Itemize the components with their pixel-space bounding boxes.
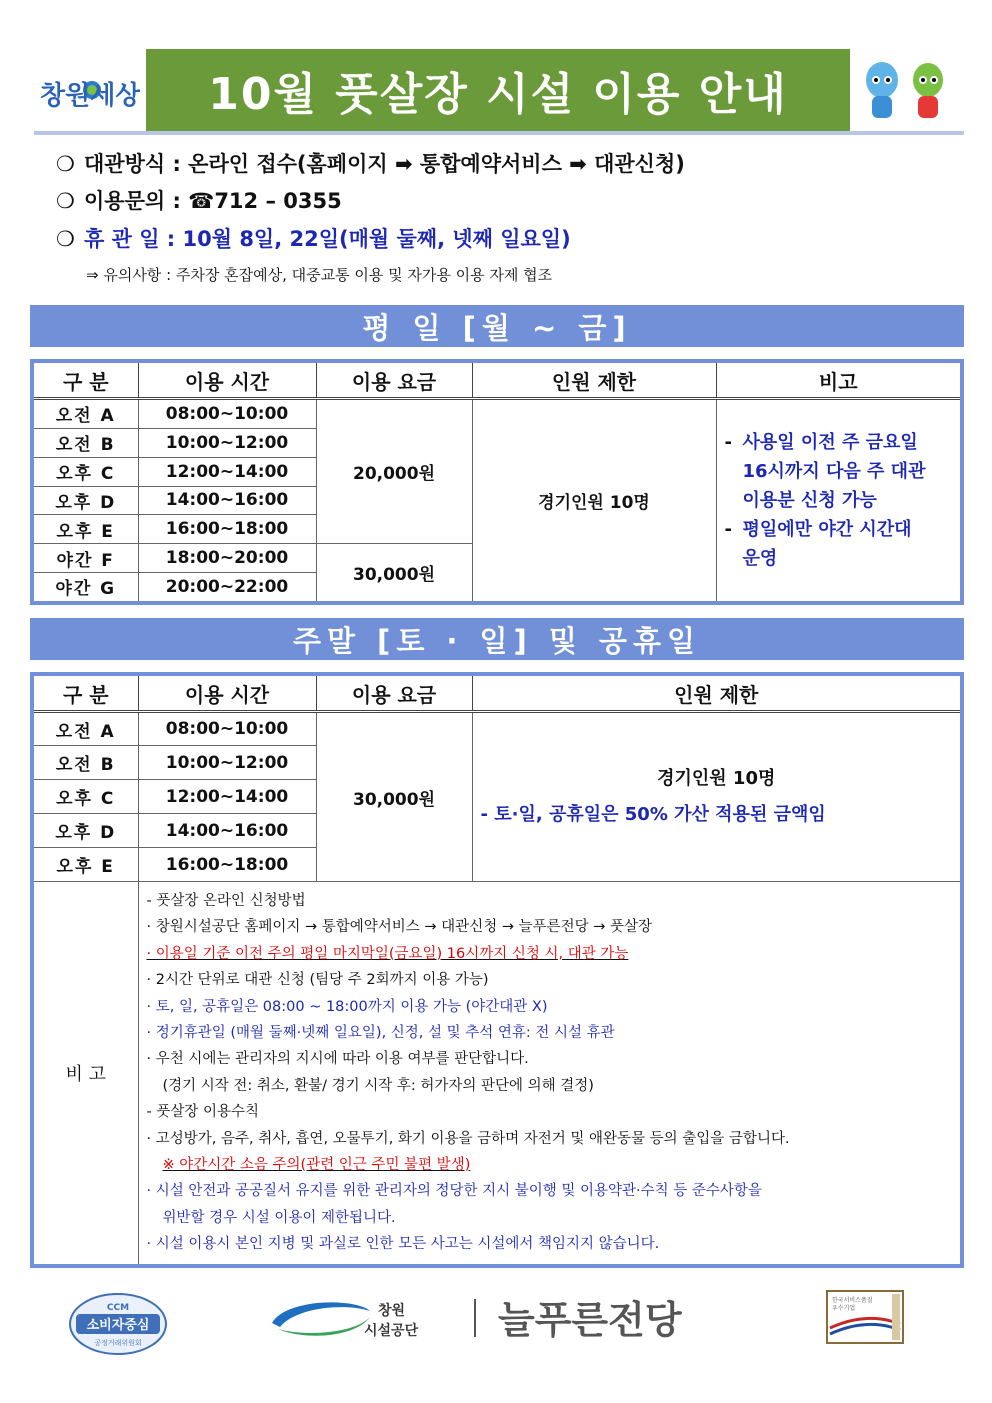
info-text: 휴 관 일 : 10월 8일, 22일(매월 둘째, 넷째 일요일)	[84, 227, 571, 251]
org-bottom: 시설공단	[364, 1323, 419, 1339]
org-top: 창원	[378, 1303, 406, 1319]
remark-line: - 풋살장 온라인 신청방법	[146, 893, 306, 909]
capacity-note: - 토·일, 공휴일은 50% 가산 적용된 금액임	[480, 804, 826, 825]
slot-code: 야간 F	[32, 544, 138, 573]
slot-time: 16:00~18:00	[138, 848, 316, 882]
capacity: 경기인원 10명	[657, 768, 776, 789]
remark-line: · 토, 일, 공휴일은 08:00 ~ 18:00까지 이용 가능 (야간대관 X)	[146, 998, 548, 1015]
col-header: 이용 요금	[316, 361, 472, 399]
slot-time: 16:00~18:00	[138, 515, 316, 544]
slot-time: 10:00~12:00	[138, 746, 316, 780]
slot-code: 오전 A	[32, 399, 138, 429]
slot-time: 10:00~12:00	[138, 428, 316, 457]
weekend-banner: 주말 [토 · 일] 및 공휴일	[30, 618, 964, 660]
table-row	[32, 399, 962, 429]
col-header: 비고	[716, 361, 962, 399]
slot-time: 14:00~16:00	[138, 486, 316, 515]
slot-time: 14:00~16:00	[138, 814, 316, 848]
remark-line: · 우천 시에는 관리자의 지시에 따라 이용 여부를 판단합니다.	[146, 1051, 529, 1068]
venue-name: 늘푸른전당	[498, 1298, 682, 1342]
remark-line: · 2시간 단위로 대관 신청 (팀당 주 2회까지 이용 가능)	[146, 972, 489, 989]
ccm-label: 소비자중심	[86, 1318, 150, 1333]
service-quality-cert-icon	[826, 1290, 904, 1344]
slot-code: 야간 G	[32, 572, 138, 603]
cert-line1: 한국서비스품질	[832, 1297, 873, 1304]
fee-night: 30,000원	[316, 544, 472, 603]
remark-line: · 이용일 기준 이전 주의 평일 마지막일(금요일) 16시까지 신청 시, 대관 가능	[146, 945, 629, 962]
slot-time: 20:00~22:00	[138, 572, 316, 603]
bullet-icon: ❍	[56, 227, 75, 251]
mascot-icon	[856, 58, 956, 126]
remark-line: · 시설 이용시 본인 지병 및 과실로 인한 모든 사고는 시설에서 책임지지 않습니다.	[146, 1236, 660, 1253]
slot-code: 오후 C	[32, 457, 138, 486]
slot-time: 12:00~14:00	[138, 780, 316, 814]
weekend-table	[30, 672, 964, 1268]
cert-line2: 우수기업	[832, 1305, 856, 1312]
slot-code: 오전 B	[32, 428, 138, 457]
capacity: 경기인원 10명	[472, 399, 716, 604]
note-line: 평일에만 야간 시간대	[742, 519, 912, 540]
bullet-icon: ❍	[56, 189, 75, 213]
fee-day: 20,000원	[316, 399, 472, 544]
info-text: 대관방식 : 온라인 접수(홈페이지 ➡ 통합예약서비스 ➡ 대관신청)	[84, 152, 685, 176]
slot-code: 오후 C	[32, 780, 138, 814]
note-line: 사용일 이전 주 금요일	[742, 432, 918, 453]
remark-line: - 풋살장 이용수칙	[146, 1104, 259, 1121]
col-header: 인원 제한	[472, 674, 962, 712]
weekday-table	[30, 359, 964, 605]
ccm-logo	[68, 1292, 168, 1356]
changwon-logo	[40, 64, 140, 118]
remark-line: · 정기휴관일 (매월 둘째·넷째 일요일), 신정, 설 및 추석 연휴: 전 시설 휴관	[146, 1025, 615, 1042]
col-header: 이용 시간	[138, 361, 316, 399]
info-contact	[56, 185, 342, 215]
ccm-title: CCM	[106, 1303, 130, 1313]
remark-line: · 창원시설공단 홈페이지 → 통합예약서비스 → 대관신청 → 늘푸른전당 → 풋살장	[146, 919, 652, 936]
bullet-icon: ❍	[56, 152, 75, 176]
weekend-capacity	[472, 712, 962, 882]
remark-line: 위반할 경우 시설 이용이 제한됩니다.	[162, 1209, 396, 1226]
remarks-row	[32, 882, 962, 1266]
changwon-facilities-logo	[266, 1293, 726, 1343]
table-row	[32, 712, 962, 746]
slot-time: 12:00~14:00	[138, 457, 316, 486]
col-header: 인원 제한	[472, 361, 716, 399]
slot-code: 오후 D	[32, 814, 138, 848]
info-rental-method	[56, 148, 685, 178]
remark-line: ※ 야간시간 소음 주의(관련 인근 주민 불편 발생)	[162, 1157, 471, 1174]
slot-code: 오전 A	[32, 712, 138, 746]
remarks-cell	[138, 882, 962, 1266]
page-title: 10월 풋살장 시설 이용 안내	[146, 49, 850, 131]
slot-code: 오후 D	[32, 486, 138, 515]
remark-line: · 시설 안전과 공공질서 유지를 위한 관리자의 정당한 지시 불이행 및 이용약관·수칙 등 준수사항을	[146, 1183, 762, 1200]
remark-line: · 고성방가, 음주, 취사, 흡연, 오물투기, 화기 이용을 금하며 자전거 및 애완동물 등의 출입을 금합니다.	[146, 1130, 790, 1147]
note-line: 운영	[742, 548, 778, 569]
fee-weekend: 30,000원	[316, 712, 472, 882]
weekday-banner: 평 일 [월 ~ 금]	[30, 305, 964, 347]
slot-code: 오후 E	[32, 848, 138, 882]
col-header: 이용 시간	[138, 674, 316, 712]
logo-text: 창원세상	[40, 81, 140, 111]
slot-time: 18:00~20:00	[138, 544, 316, 573]
slot-code: 오전 B	[32, 746, 138, 780]
remark-line: (경기 시작 전: 취소, 환불/ 경기 시작 후: 허가자의 판단에 의해 결정)	[162, 1077, 594, 1094]
col-header: 구 분	[32, 674, 138, 712]
header-divider	[34, 131, 964, 135]
col-header: 구 분	[32, 361, 138, 399]
info-closed-days	[56, 223, 571, 253]
notice-text: ⇒ 유의사항 : 주차장 혼잡예상, 대중교통 이용 및 자가용 이용 자제 협조	[86, 266, 553, 284]
col-header: 이용 요금	[316, 674, 472, 712]
remarks-label: 비 고	[32, 882, 138, 1266]
ccm-sub: 공정거래위원회	[94, 1339, 142, 1347]
note-line: 이용분 신청 가능	[742, 490, 877, 511]
slot-time: 08:00~10:00	[138, 399, 316, 429]
note-line: 16시까지 다음 주 대관	[742, 461, 926, 482]
slot-code: 오후 E	[32, 515, 138, 544]
weekday-notes: - 사용일 이전 주 금요일 16시까지 다음 주 대관 이용분 신청 가능 - 평일에만 야간 시간대 운영	[716, 399, 962, 604]
info-text: 이용문의 : ☎712 – 0355	[84, 189, 342, 213]
slot-time: 08:00~10:00	[138, 712, 316, 746]
